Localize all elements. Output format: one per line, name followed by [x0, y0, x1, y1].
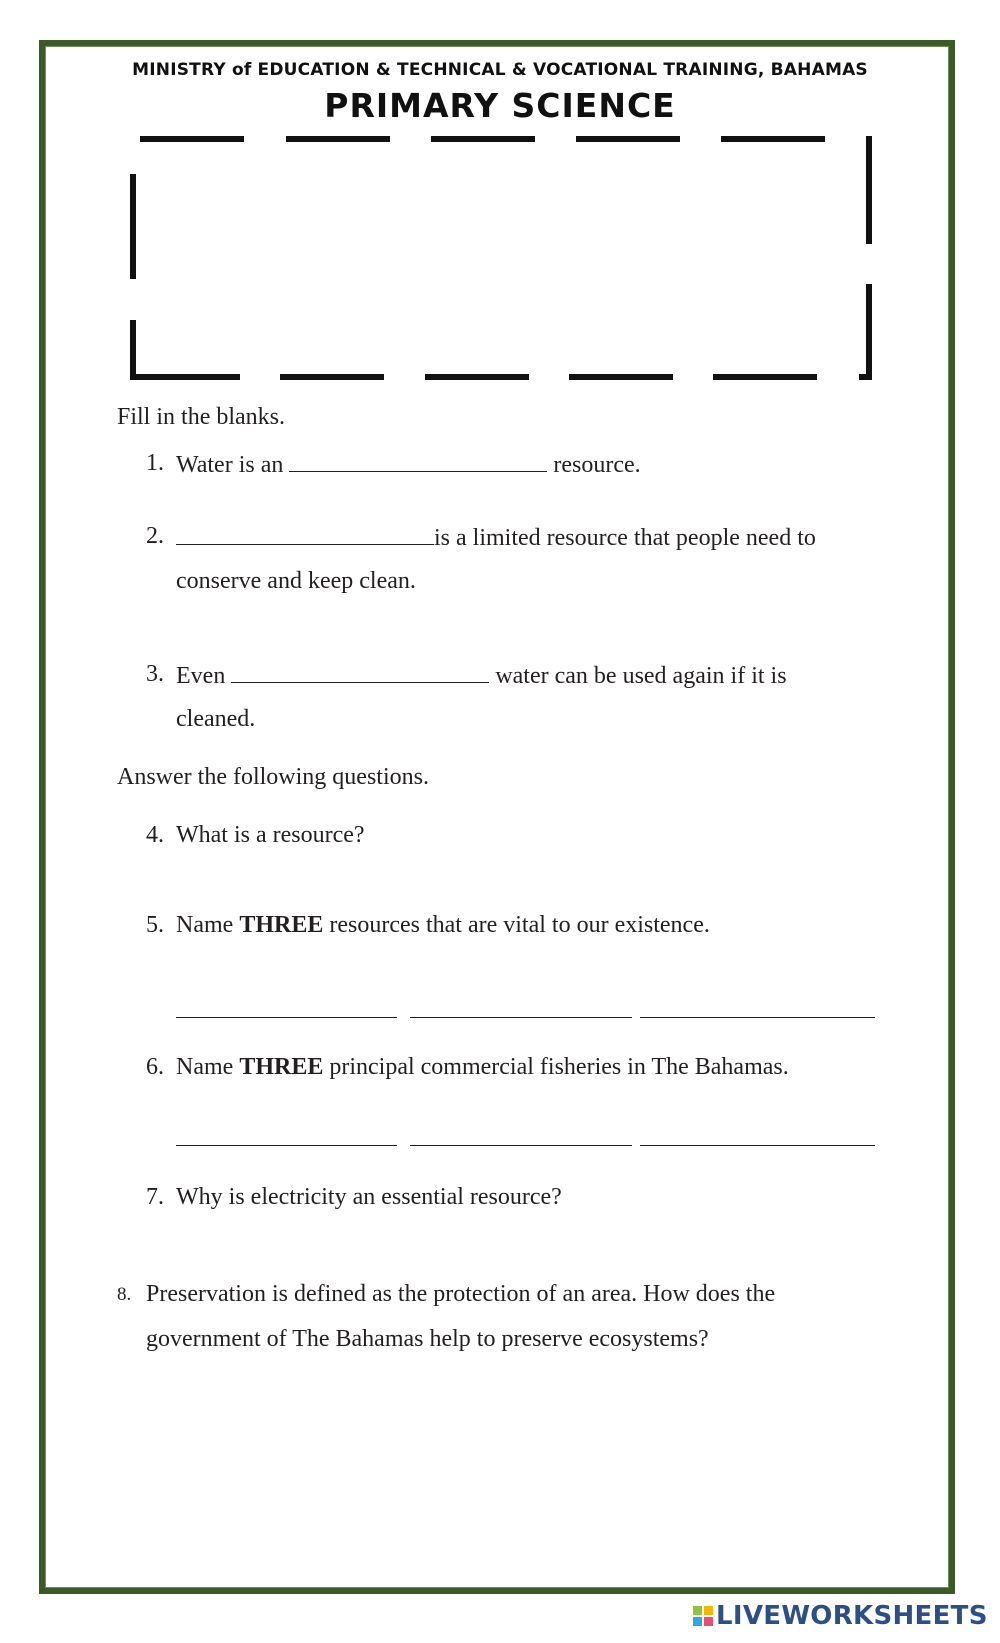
question-6-emphasis: THREE: [239, 1054, 324, 1080]
question-7-text: Why is electricity an essential resource?: [176, 1184, 562, 1210]
question-1: [176, 451, 641, 477]
question-6-number: 6.: [146, 1054, 164, 1080]
question-3-text-after: water can be used again if it is: [495, 663, 787, 689]
question-1-blank[interactable]: [289, 451, 547, 472]
question-7-number: 7.: [146, 1184, 164, 1210]
liveworksheets-logo-icon: [693, 1606, 713, 1626]
question-5-answer-line-3[interactable]: [640, 1017, 875, 1018]
question-5-answer-line-2[interactable]: [410, 1017, 632, 1018]
question-2-line-2: conserve and keep clean.: [176, 568, 416, 594]
question-6-answer-line-2[interactable]: [410, 1145, 632, 1146]
question-2-blank[interactable]: [176, 524, 434, 545]
fill-blanks-instruction: Fill in the blanks.: [117, 404, 285, 430]
question-4-text: What is a resource?: [176, 822, 365, 848]
question-6: [176, 1055, 789, 1079]
question-1-text-after: resource.: [553, 452, 641, 478]
question-8-number: 8.: [117, 1284, 132, 1305]
question-6-text: Name: [176, 1054, 234, 1080]
question-5-text: Name: [176, 912, 234, 938]
question-5-number: 5.: [146, 912, 164, 938]
question-5-answer-line-1[interactable]: [176, 1017, 397, 1018]
question-5: [176, 913, 710, 937]
page-title: PRIMARY SCIENCE: [324, 86, 676, 125]
question-3-text: Even: [176, 663, 226, 689]
question-4-number: 4.: [146, 822, 164, 848]
question-2-number: 2.: [146, 523, 164, 549]
ministry-header: MINISTRY of EDUCATION & TECHNICAL & VOCATIONAL TRAINING, BAHAMAS: [132, 60, 868, 80]
question-1-number: 1.: [146, 450, 164, 476]
question-6-text-after: principal commercial fisheries in The Bahamas.: [329, 1054, 789, 1080]
liveworksheets-footer[interactable]: [693, 1601, 988, 1631]
question-3-line-2: cleaned.: [176, 706, 256, 732]
liveworksheets-brand: LIVEWORKSHEETS: [716, 1601, 988, 1631]
question-1-text: Water is an: [176, 452, 284, 478]
question-5-emphasis: THREE: [239, 912, 324, 938]
page-frame: [39, 40, 955, 1594]
question-6-answer-line-3[interactable]: [640, 1145, 875, 1146]
question-8-line-1: Preservation is defined as the protection of an area. How does the: [146, 1281, 776, 1307]
question-3-number: 3.: [146, 661, 164, 687]
question-5-text-after: resources that are vital to our existence.: [329, 912, 710, 938]
answer-questions-instruction: Answer the following questions.: [117, 764, 429, 790]
question-6-answer-line-1[interactable]: [176, 1145, 397, 1146]
question-3-blank[interactable]: [231, 662, 489, 683]
question-8-line-2: government of The Bahamas help to preserve ecosystems?: [146, 1326, 709, 1352]
question-2-text: is a limited resource that people need to: [434, 525, 816, 551]
question-3: [176, 662, 787, 688]
question-2: [176, 524, 816, 550]
